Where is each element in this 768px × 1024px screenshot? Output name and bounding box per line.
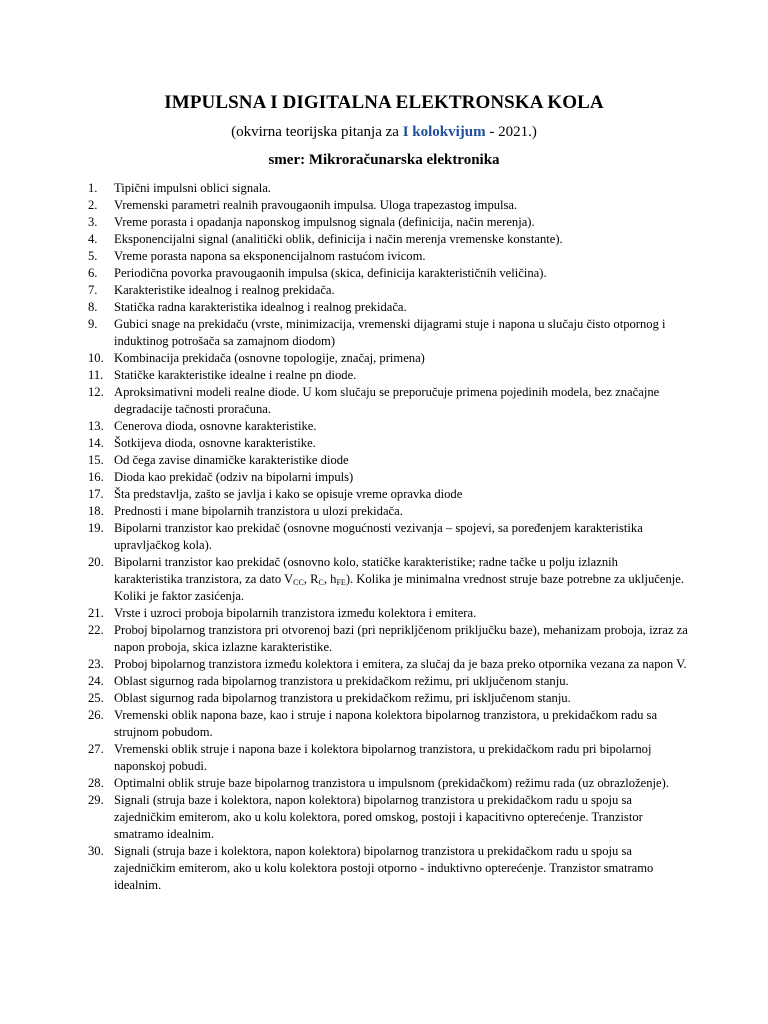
- question-text: Bipolarni tranzistor kao prekidač (osnovne mogućnosti vezivanja – spojevi, sa poređenjem karakteristika upravljačkog kola).: [114, 521, 643, 552]
- question-item: [88, 214, 688, 231]
- question-number: 27.: [88, 742, 104, 756]
- question-number: 28.: [88, 776, 104, 790]
- question-text: Aproksimativni modeli realne diode. U kom slučaju se preporučuje primena pojedinih modela, bez značajne degradacije tačnosti proračuna.: [114, 385, 660, 416]
- question-number: 14.: [88, 436, 104, 450]
- question-text: Od čega zavise dinamičke karakteristike diode: [114, 453, 349, 467]
- question-number: 23.: [88, 657, 104, 671]
- question-item: [88, 180, 688, 197]
- question-text: Šta predstavlja, zašto se javlja i kako se opisuje vreme opravka diode: [114, 487, 463, 501]
- question-item: [88, 282, 688, 299]
- question-item: [88, 299, 688, 316]
- subscript: CC: [293, 578, 304, 587]
- question-item: [88, 690, 688, 707]
- question-text: [114, 554, 688, 605]
- question-number: 7.: [88, 283, 98, 297]
- question-text: Vrste i uzroci proboja bipolarnih tranzistora između kolektora i emitera.: [114, 606, 477, 620]
- question-item: [88, 622, 688, 656]
- question-item: [88, 673, 688, 690]
- question-number: 22.: [88, 623, 104, 637]
- question-text: Dioda kao prekidač (odziv na bipolarni impuls): [114, 470, 354, 484]
- question-item: [88, 469, 688, 486]
- page-title: IMPULSNA I DIGITALNA ELEKTRONSKA KOLA: [164, 92, 604, 113]
- question-number: 17.: [88, 487, 104, 501]
- question-item: [88, 197, 688, 214]
- question-number: 11.: [88, 368, 104, 382]
- question-number: 24.: [88, 674, 104, 688]
- question-item: [88, 435, 688, 452]
- question-number: 12.: [88, 385, 104, 399]
- question-number: 21.: [88, 606, 104, 620]
- page-subtitle: [0, 124, 768, 141]
- question-item: [88, 775, 688, 792]
- question-item: [88, 792, 688, 843]
- question-item: [88, 418, 688, 435]
- question-number: 18.: [88, 504, 104, 518]
- question-text: Tipični impulsni oblici signala.: [114, 181, 271, 195]
- question-number: 25.: [88, 691, 104, 705]
- question-number: 1.: [88, 181, 98, 195]
- question-item: [88, 656, 688, 673]
- question-item: [88, 265, 688, 282]
- question-number: 15.: [88, 453, 104, 467]
- question-item: [88, 384, 688, 418]
- question-text: Cenerova dioda, osnovne karakteristike.: [114, 419, 317, 433]
- question-text-part: Bipolarni tranzistor kao prekidač (osnovno kolo, statičke karakteristike; radne tačke u polju izlaznih karakteristika tranzistora, za dato V: [114, 555, 618, 586]
- question-item: [88, 231, 688, 248]
- question-text-part: , R: [303, 572, 319, 586]
- question-number: 5.: [88, 249, 98, 263]
- study-track: smer: Mikroračunarska elektronika: [268, 152, 500, 168]
- question-number: 16.: [88, 470, 104, 484]
- question-number: 6.: [88, 266, 98, 280]
- subscript: FE: [336, 578, 346, 587]
- question-item: [88, 503, 688, 520]
- question-item: [88, 554, 688, 605]
- question-text: Proboj bipolarnog tranzistora između kolektora i emitera, za slučaj da je baza preko otpornika vezana za napon V.: [114, 657, 687, 671]
- question-text: Vremenski parametri realnih pravougaonih impulsa. Uloga trapezastog impulsa.: [114, 198, 518, 212]
- question-text: Vreme porasta napona sa eksponencijalnom rastućom ivicom.: [114, 249, 426, 263]
- question-text: Eksponencijalni signal (analitički oblik, definicija i način merenja vremenske konstante).: [114, 232, 563, 246]
- question-number: 3.: [88, 215, 98, 229]
- question-number: 13.: [88, 419, 104, 433]
- question-text-part: ). Kolika je minimalna vrednost struje baze potrebne za uključenje. Koliki je faktor zasićenja.: [114, 572, 684, 603]
- question-item: [88, 741, 688, 775]
- question-item: [88, 367, 688, 384]
- question-text: Optimalni oblik struje baze bipolarnog tranzistora u impulsnom (prekidačkom) režimu rada (uz obrazloženje).: [114, 776, 669, 790]
- question-number: 4.: [88, 232, 98, 246]
- question-item: [88, 452, 688, 469]
- question-text: Kombinacija prekidača (osnovne topologije, značaj, primena): [114, 351, 425, 365]
- question-text: Vreme porasta i opadanja naponskog impulsnog signala (definicija, način merenja).: [114, 215, 535, 229]
- question-number: 26.: [88, 708, 104, 722]
- question-text: Karakteristike idealnog i realnog prekidača.: [114, 283, 335, 297]
- question-text: Oblast sigurnog rada bipolarnog tranzistora u prekidačkom režimu, pri uključenom stanju.: [114, 674, 569, 688]
- question-number: 10.: [88, 351, 104, 365]
- question-number: 9.: [88, 317, 98, 331]
- question-text: Prednosti i mane bipolarnih tranzistora u ulozi prekidača.: [114, 504, 403, 518]
- question-text: Vremenski oblik napona baze, kao i struje i napona kolektora bipolarnog tranzistora, u prekidačkom radu sa strujnom pobudom.: [114, 708, 658, 739]
- question-number: 8.: [88, 300, 98, 314]
- question-list: [88, 180, 688, 894]
- question-text: Oblast sigurnog rada bipolarnog tranzistora u prekidačkom režimu, pri isključenom stanju.: [114, 691, 571, 705]
- question-item: [88, 350, 688, 367]
- question-text: Statička radna karakteristika idealnog i realnog prekidača.: [114, 300, 407, 314]
- question-number: 19.: [88, 521, 104, 535]
- question-item: [88, 520, 688, 554]
- question-item: [88, 605, 688, 622]
- question-text: Statičke karakteristike idealne i realne pn diode.: [114, 368, 357, 382]
- question-text: Šotkijeva dioda, osnovne karakteristike.: [114, 436, 316, 450]
- subtitle-prefix: (okvirna teorijska pitanja za: [231, 124, 403, 140]
- subscript: C: [318, 578, 324, 587]
- question-number: 20.: [88, 555, 104, 569]
- question-text: Proboj bipolarnog tranzistora pri otvorenoj bazi (pri neprikljčenom priključku baze), mehanizam proboja, izraz za napon proboja, skica izlazne karakteristike.: [114, 623, 688, 654]
- question-item: [88, 843, 688, 894]
- question-item: [88, 316, 688, 350]
- question-text-part: , h: [323, 572, 337, 586]
- question-number: 29.: [88, 793, 104, 807]
- question-number: 2.: [88, 198, 98, 212]
- subtitle-highlight: I kolokvijum: [402, 124, 486, 140]
- question-text: Gubici snage na prekidaču (vrste, minimizacija, vremenski dijagrami stuje i napona u slučaju čisto otpornog i induktinog potrošača sa zamajnom diodom): [114, 317, 666, 348]
- subtitle-suffix: - 2021.): [485, 124, 537, 140]
- question-text: Signali (struja baze i kolektora, napon kolektora) bipolarnog tranzistora u prekidačkom radu u spoju sa zajedničkim emiterom, ako u kolu kolektora postoji otporno - induktivno opterećenje. Tranzistor smatramo idealnim.: [114, 844, 654, 892]
- question-item: [88, 486, 688, 503]
- question-item: [88, 248, 688, 265]
- question-number: 30.: [88, 844, 104, 858]
- question-text: Signali (struja baze i kolektora, napon kolektora) bipolarnog tranzistora u prekidačkom radu u spoju sa zajedničkim emiterom, ako u kolu kolektora, pored omskog, postoji i kapacitivno opterećenje. Tranzistor smatramo idealnim.: [114, 793, 643, 841]
- question-item: [88, 707, 688, 741]
- question-text: Vremenski oblik struje i napona baze i kolektora bipolarnog tranzistora, u prekidačkom radu pri bipolarnoj naponskoj pobudi.: [114, 742, 652, 773]
- question-text: Periodična povorka pravougaonih impulsa (skica, definicija karakterističnih veličina).: [114, 266, 547, 280]
